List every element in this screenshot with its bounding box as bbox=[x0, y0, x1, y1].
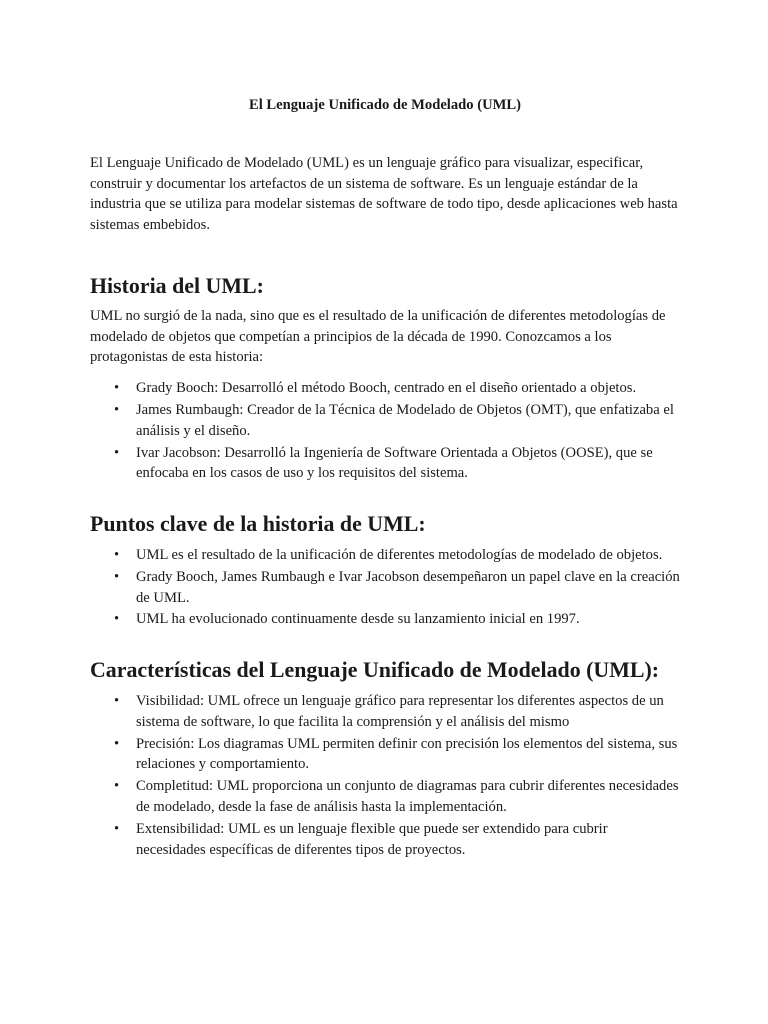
list-item: • Visibilidad: UML ofrece un lenguaje gráfico para representar los diferentes aspectos de un sistema de software, lo que facilita la comprensión y el análisis del mismo bbox=[136, 691, 680, 733]
historia-paragraph: UML no surgió de la nada, sino que es el resultado de la unificación de diferentes metodologías de modelado de objetos que competían a principios de la década de 1990. Conozcamos a los protagonistas de esta historia: bbox=[90, 307, 666, 366]
list-item: • UML es el resultado de la unificación de diferentes metodologías de modelado de objetos. bbox=[136, 545, 680, 566]
puntos-clave-heading: Puntos clave de la historia de UML: bbox=[90, 511, 426, 537]
intro-paragraph: El Lenguaje Unificado de Modelado (UML) es un lenguaje gráfico para visualizar, especificar, construir y documentar los artefactos de un sistema de software. Es un lenguaje estándar de la industria que se utiliza para modelar sistemas de software de todo tipo, desde aplicaciones web hasta sistemas embebidos. bbox=[90, 154, 678, 234]
historia-list bbox=[90, 378, 680, 484]
caracteristicas-heading: Características del Lenguaje Unificado de Modelado (UML): bbox=[90, 657, 660, 683]
historia-heading: Historia del UML: bbox=[90, 272, 264, 298]
caracteristicas-list bbox=[90, 691, 680, 860]
list-item: • Completitud: UML proporciona un conjunto de diagramas para cubrir diferentes necesidades de modelado, desde la fase de análisis hasta la implementación. bbox=[136, 776, 680, 818]
list-item: • Extensibilidad: UML es un lenguaje flexible que puede ser extendido para cubrir necesidades específicas de diferentes tipos de proyectos. bbox=[136, 819, 680, 861]
list-item: • Ivar Jacobson: Desarrolló la Ingeniería de Software Orientada a Objetos (OOSE), que se enfocaba en los casos de uso y los requisitos del sistema. bbox=[136, 443, 680, 485]
list-item: • Grady Booch: Desarrolló el método Booch, centrado en el diseño orientado a objetos. bbox=[136, 378, 680, 399]
list-item: • UML ha evolucionado continuamente desde su lanzamiento inicial en 1997. bbox=[136, 609, 680, 630]
list-item: • Grady Booch, James Rumbaugh e Ivar Jacobson desempeñaron un papel clave en la creación de UML. bbox=[136, 567, 680, 609]
list-item: • James Rumbaugh: Creador de la Técnica de Modelado de Objetos (OMT), que enfatizaba el análisis y el diseño. bbox=[136, 400, 680, 442]
puntos-clave-list bbox=[90, 545, 680, 630]
list-item: • Precisión: Los diagramas UML permiten definir con precisión los elementos del sistema, sus relaciones y comportamiento. bbox=[136, 734, 680, 776]
document-title: El Lenguaje Unificado de Modelado (UML) bbox=[248, 97, 521, 113]
